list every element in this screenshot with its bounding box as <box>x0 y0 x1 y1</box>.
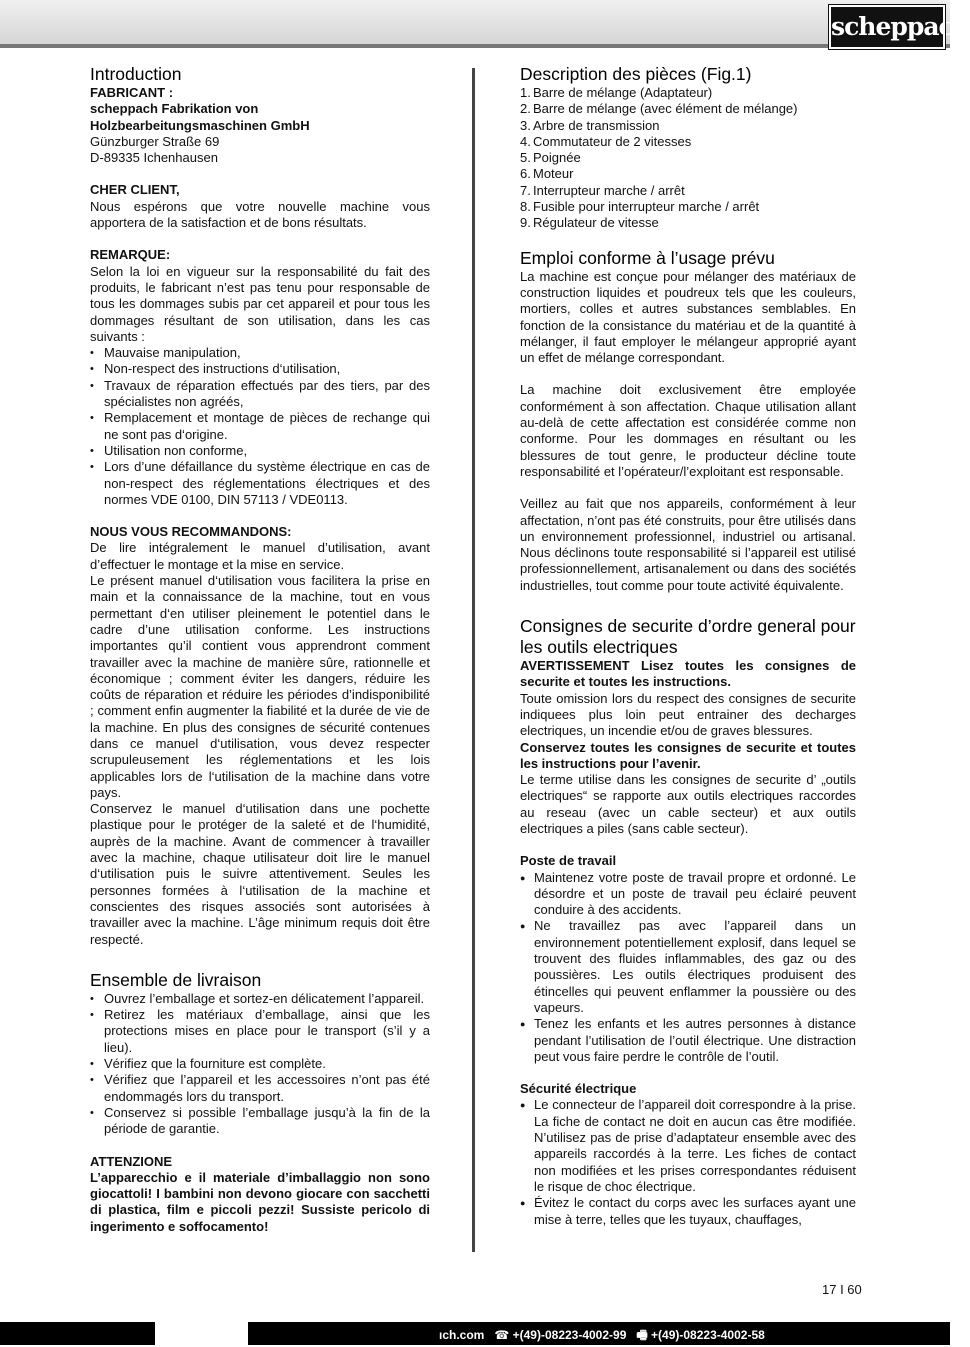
list-item: • Retirez les matériaux d’emballage, ainsi que les protections mises en place pour le transport (s’il y a lieu). <box>90 1007 430 1056</box>
list-item: 1. Barre de mélange (Adaptateur) <box>520 85 713 100</box>
list-item: • Vérifiez que l’appareil et les accessoires n’ont pas été endommagés lors du transport. <box>90 1072 430 1105</box>
remark-text: Selon la loi en vigueur sur la responsabilité du fait des produits, le fabricant n’est pas tenu pour responsable de tous les dommages subis par cet appareil et pour tous les dommages résultant de son utilisation, dans les cas suivants : <box>90 263 430 344</box>
recommend-text-2: Le présent manuel d‘utilisation vous facilitera la prise en main et la connaissance de la machine, tout en vous permettant d‘en utiliser pleinement le potentiel dans le cadre d’une utilisation conforme. Les instructions importantes qu’il contient vous apprendront comment travailler avec la machine de manière sûre, rationnelle et économique ; comment éviter les dangers, réduire les coûts de réparation et réduire les périodes d’indisponibilité ; comment enfin augmenter la fiabilité et la durée de vie de la machine. En plus des consignes de sécurité contenues dans ce manuel d‘utilisation, vous devez respecter scrupuleusement les réglementations et les lois applicables lors de l‘utilisation de la machine dans votre pays. <box>90 573 430 800</box>
workplace-list <box>520 870 856 1066</box>
section-title-usage: Emploi conforme à l’usage prévu <box>520 247 775 268</box>
keep-instructions-text: Conservez toutes les consignes de securite et toutes les instructions pour l’avenir. <box>520 739 856 771</box>
list-item: 9. Régulateur de vitesse <box>520 215 659 231</box>
list-item: 7. Interrupteur marche / arrêt <box>520 182 685 198</box>
section-title-introduction: Introduction <box>90 64 182 84</box>
list-item: • Travaux de réparation effectués par des tiers, par des spécialistes non agréés, <box>90 378 430 411</box>
section-title-delivery: Ensemble de livraison <box>90 969 262 990</box>
list-item: ● Maintenez votre poste de travail propre et ordonné. Le désordre et un poste de travail peu éclairé peuvent conduire à des accidents. <box>520 870 856 919</box>
right-column <box>520 64 856 1228</box>
recommend-text-3: Conservez le manuel d‘utilisation dans une pochette plastique pour le protéger de la saleté et de l‘humidité, auprès de la machine. Avant de commencer à travailler avec la machine, chaque utilisateur doit lire le manuel d‘utilisation puis le suivre attentivement. Seules les personnes formées à l‘utilisation de la machine et conscientes des risques associés sont autorisées à travailler avec la machine. L’âge minimum requis doit être respecté. <box>90 801 430 947</box>
page-number: 17 I 60 <box>822 1282 862 1297</box>
column-divider <box>472 68 475 1252</box>
remark-list <box>90 345 430 508</box>
brand-logo: scheppach <box>829 5 945 49</box>
list-item: ● Ne travaillez pas avec l’appareil dans un environnement potentiellement explosif, dans lequel se trouvent des fluides inflammables, des gaz ou des poussières. Les outils électriques produisent des étincelles qui peuvent enflammer la poussière ou des vapeurs. <box>520 918 856 1016</box>
parts-list <box>520 85 856 232</box>
usage-text-1: La machine est conçue pour mélanger des matériaux de construction liquides et poudreux tels que les couleurs, mortiers, colles et autres substances semblables. En fonction de la consistance du matériau et de la quantité à mélanger, il faut employer le mélangeur approprié ayant un effet de mélange correspondant. <box>520 268 856 366</box>
list-item: • Vérifiez que la fourniture est complète. <box>90 1056 430 1072</box>
workplace-title: Poste de travail <box>520 853 617 869</box>
list-item: • Lors d’une défaillance du système électrique en cas de non-respect des réglementations électriques et des normes VDE 0100, DIN 57113 / VDE0113. <box>90 459 430 508</box>
list-item: • Mauvaise manipulation, <box>90 345 430 361</box>
recommend-text-1: De lire intégralement le manuel d’utilisation, avant d’effectuer le montage et la mise en service. <box>90 540 430 572</box>
list-item: ● Tenez les enfants et les autres personnes à distance pendant l’utilisation de l’outil électrique. Une distraction peut vous faire perdre le contrôle de l’outil. <box>520 1016 856 1065</box>
list-item: 8. Fusible pour interrupteur marche / arrêt <box>520 199 760 215</box>
list-item: • Non-respect des instructions d‘utilisation, <box>90 361 430 377</box>
list-item: • Remplacement et montage de pièces de rechange qui ne sont pas d‘origine. <box>90 410 430 443</box>
footer-contact: ıch.com ☎ +(49)-08223-4002-99 🖷 +(49)-08223-4002-58 <box>439 1328 765 1342</box>
electric-safety-list <box>520 1097 856 1227</box>
list-item: • Ouvrez l’emballage et sortez-en délicatement l’appareil. <box>90 991 430 1007</box>
dear-client-label: CHER CLIENT, <box>90 182 180 198</box>
manufacturer-name-line-1: scheppach Fabrikation von <box>90 101 259 117</box>
list-item: • Utilisation non conforme, <box>90 443 430 459</box>
electric-safety-title: Sécurité électrique <box>520 1081 637 1097</box>
delivery-list <box>90 991 430 1138</box>
usage-text-2: La machine doit exclusivement être employée conformément à son affectation. Chaque utilisation allant au-delà de cette affectation est considérée comme non conforme. Pour les dommages en résultant ou les blessures de tout genre, le producteur décline toute responsabilité et l’opérateur/l’exploitant est responsable. <box>520 382 856 479</box>
manufacturer-name-line-2: Holzbearbeitungsmaschinen GmbH <box>90 117 310 133</box>
dear-client-text: Nous espérons que votre nouvelle machine vous apportera de la satisfaction et de bons résultats. <box>90 198 430 231</box>
left-column <box>90 64 430 1235</box>
list-item: ● Le connecteur de l’appareil doit correspondre à la prise. La fiche de contact ne doit en aucun cas être modifiée. N’utilisez pas de prise d’adaptateur ensemble avec des appareils raccordés à la terre. Les fiches de contact non modifiées et les prises correspondantes réduisent le risque de choc électrique. <box>520 1097 856 1195</box>
list-item: • Conservez si possible l’emballage jusqu’à la fin de la période de garantie. <box>90 1105 430 1138</box>
list-item: 5. Poignée <box>520 150 581 166</box>
footer-bar <box>0 1322 950 1345</box>
usage-text-3: Veillez au fait que nos appareils, conformément à leur affectation, n’ont pas été construits, pour être utilisés dans un environnement professionnel, industriel ou artisanal. Nous déclinons toute responsabilité si l’appareil est utilisé professionnellement, artisanalement ou dans des sociétés industrielles, tout comme pour toute activité équivalente. <box>520 496 856 593</box>
list-item: 3. Arbre de transmission <box>520 117 660 133</box>
list-item: 2. Barre de mélange (avec élément de mélange) <box>520 101 798 117</box>
term-text: Le terme utilise dans les consignes de securite d’ „outils electriques“ se rapporte aux outils electriques raccordes au reseau (avec un cable secteur) et aux outils electriques a piles (sans cable secteur). <box>520 772 856 836</box>
list-item: 4. Commutateur de 2 vitesses <box>520 133 692 149</box>
recommend-label: NOUS VOUS RECOMMANDONS: <box>90 524 292 540</box>
attention-text: L’apparecchio e il materiale d’imballaggio non sono giocattoli! I bambini non devono giocare con sacchetti di plastica, film e piccoli pezzi! Sussiste pericolo di ingerimento e soffocamento! <box>90 1169 430 1234</box>
section-title-parts: Description des pièces (Fig.1) <box>520 64 752 84</box>
warning-text: Toute omission lors du respect des consignes de securite indiquees plus loin peut entrainer des decharges electriques, un incendie et/ou de graves blessures. <box>520 690 856 739</box>
attention-label: ATTENZIONE <box>90 1153 173 1169</box>
section-title-safety: Consignes de securite d’ordre general pour les outils electriques <box>520 616 856 658</box>
list-item: 6. Moteur <box>520 166 574 182</box>
header-bar <box>0 0 970 48</box>
list-item: ● Évitez le contact du corps avec les surfaces ayant une mise à terre, telles que les tuyaux, chauffages, <box>520 1195 856 1228</box>
manufacturer-label: FABRICANT : <box>90 85 174 100</box>
address-line-1: Günzburger Straße 69 <box>90 133 220 149</box>
remark-label: REMARQUE: <box>90 247 171 263</box>
address-line-2: D-89335 Ichenhausen <box>90 150 218 166</box>
warning-bold-text: AVERTISSEMENT Lisez toutes les consignes de securite et toutes les instructions. <box>520 658 856 690</box>
